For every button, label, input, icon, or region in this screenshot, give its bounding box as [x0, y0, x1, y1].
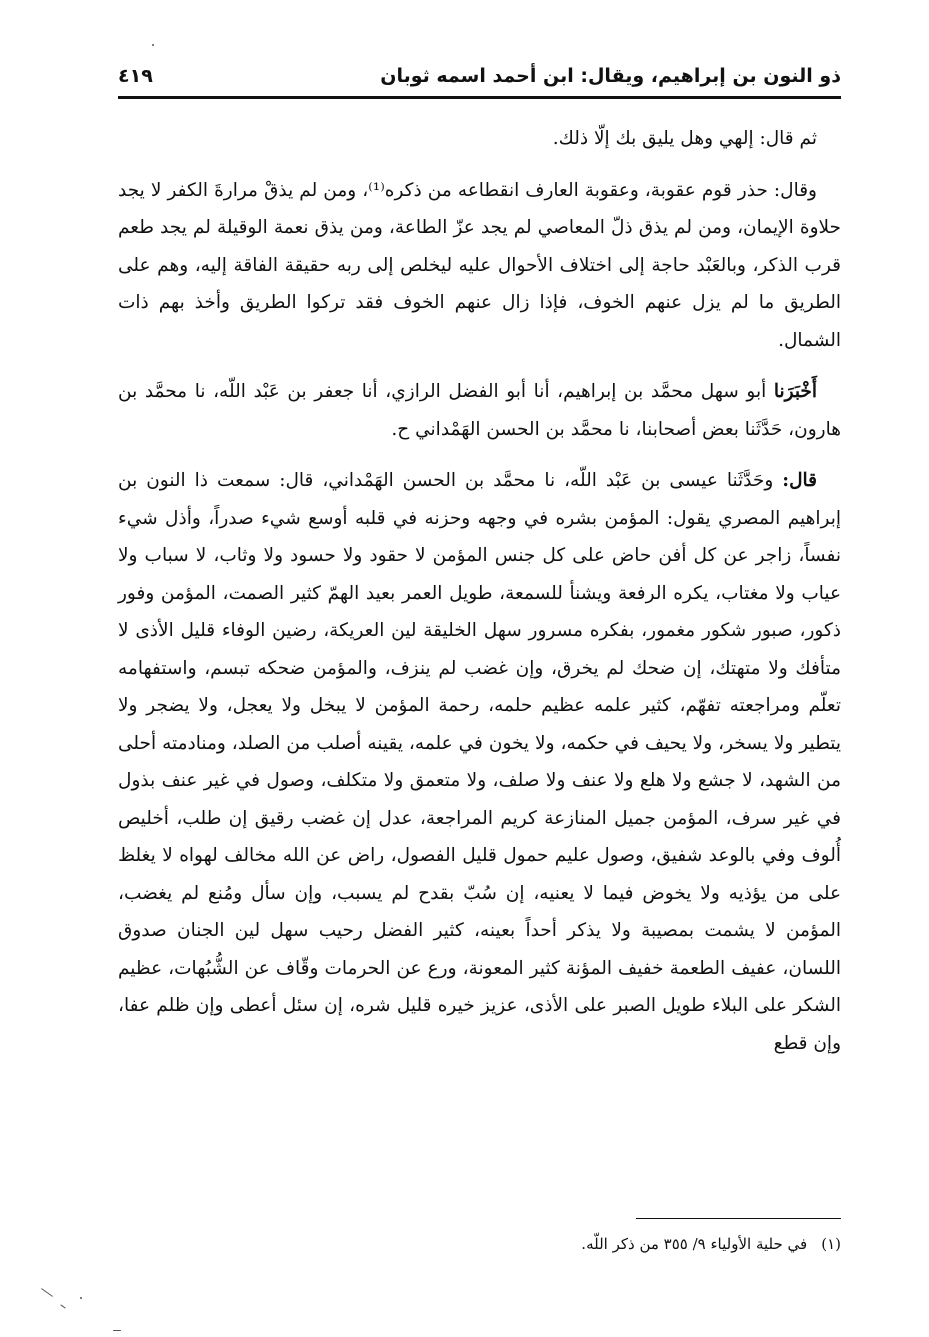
page-number: ٤١٩	[118, 65, 153, 87]
paragraph	[118, 120, 841, 158]
paragraph	[118, 172, 841, 360]
scan-speck	[80, 1297, 82, 1299]
footnote	[118, 1232, 841, 1256]
running-header	[118, 62, 841, 94]
header-divider	[118, 96, 841, 99]
footnote-number: (١)	[821, 1235, 841, 1253]
paragraph-lead: قال:	[782, 470, 817, 491]
paragraph-text: أبو سهل محمَّد بن إبراهيم، أنا أبو الفضل الرازي، أنا جعفر بن عَبْد اللّه، نا محمَّد بن هارون، حَدَّثَنا بعض أصحابنا، نا محمَّد بن الحسن الهَمْداني ح.	[118, 381, 841, 440]
paragraph-text: وقال: حذر قوم عقوبة، وعقوبة العارف انقطاعه من ذكره⁽¹⁾، ومن لم يذقْ مرارةَ الكفر لا يجد حلاوة الإيمان، ومن لم يذق ذلّ المعاصي لم يجد عزّ الطاعة، ومن يذق نعمة الوقيلة لم يجد طعم قرب الذكر، وبالعَبْد حاجة إلى اختلاف الأحوال عليه ليخلص إلى ربه حقيقة الفاقة إليه، وهم على الطريق ما لم يزل عنهم الخوف، فإذا زال عنهم الخوف فقد تركوا الطريق وأخذ بهم ذات الشمال.	[118, 179, 841, 351]
paragraph-text: ثم قال: إلهي وهل يليق بك إلّا ذلك.	[552, 128, 817, 149]
paragraph	[118, 462, 841, 1062]
paragraph	[118, 373, 841, 448]
scan-speck	[60, 1304, 65, 1308]
footnote-text: في حلية الأولياء ٩/ ٣٥٥ من ذكر اللّه.	[581, 1235, 808, 1253]
scan-speck	[152, 44, 154, 46]
main-text	[118, 120, 841, 1076]
paragraph-text: وحَدَّثَنا عيسى بن عَبْد اللّه، نا محمَّد بن الحسن الهَمْداني، قال: سمعت ذا النون بن إبراهيم المصري يقول: المؤمن بشره في وجهه وحزنه في قلبه أوسع شيء صدراً، وأذل شيء نفساً، زاجر عن كل أفن حاض على كل جنس المؤمن لا حقود ولا حسود ولا وثاب، لا سباب ولا عياب ولا مغتاب، يكره الرفعة ويشنأ للسمعة، طويل العمر بعيد الهمّ كثير الصمت، المؤمن وفور ذكور، صبور شكور مغمور، بفكره مسرور سهل الخليقة لين العريكة، رضين الوفاء قليل الأذى لا متأفك ولا متهتك، إن ضحك لم يخرق، وإن غضب لم ينزف، والمؤمن ضحكه تبسم، واستفهامه تعلّم ومراجعته تفهّم، كثير علمه عظيم حلمه، رحمة المؤمن لا يبخل ولا يعجل، ولا يضجر ولا يتطير ولا يسخر، ولا يحيف في حكمه، ولا يخون في علمه، يقينه أصلب من الصلد، ومنادمته أحلى من الشهد، لا جشع ولا هلع ولا عنف ولا صلف، ولا متعمق ولا متكلف، وصول في غير عنف بذول في غير سرف، المؤمن جميل المنازعة كريم المراجعة، عدل إن غضب رقيق إن طلب، أخليص أُلوف وفي بالوعد شفيق، وصول عليم حمول قليل الفصول، راض عن الله مخالف لهواه لا يغلظ على من يؤذيه ولا يخوض فيما لا يعنيه، إن سُبّ بقدح لم يسبب، وإن سأل ومُنع لم يغضب، المؤمن لا يشمت بمصيبة ولا يذكر أحداً بعينه، كثير الفضل رحيب سهل لين الجنان صدوق اللسان، عفيف الطعمة خفيف المؤنة كثير المعونة، ورع عن الحرمات وقّاف عن الشُّبُهات، عظيم الشكر على البلاء طويل الصبر على الأذى، عزيز خيره قليل شره، إن سئل أعطى وإن ظلم عفا، وإن قطع	[118, 470, 841, 1054]
running-title: ذو النون بن إبراهيم، ويقال: ابن أحمد اسمه ثوبان	[380, 65, 841, 87]
paragraph-lead: أَخْبَرَنا	[773, 381, 817, 402]
scan-speck	[113, 1330, 121, 1331]
footnote-divider	[636, 1218, 841, 1219]
scan-speck	[41, 1288, 53, 1297]
